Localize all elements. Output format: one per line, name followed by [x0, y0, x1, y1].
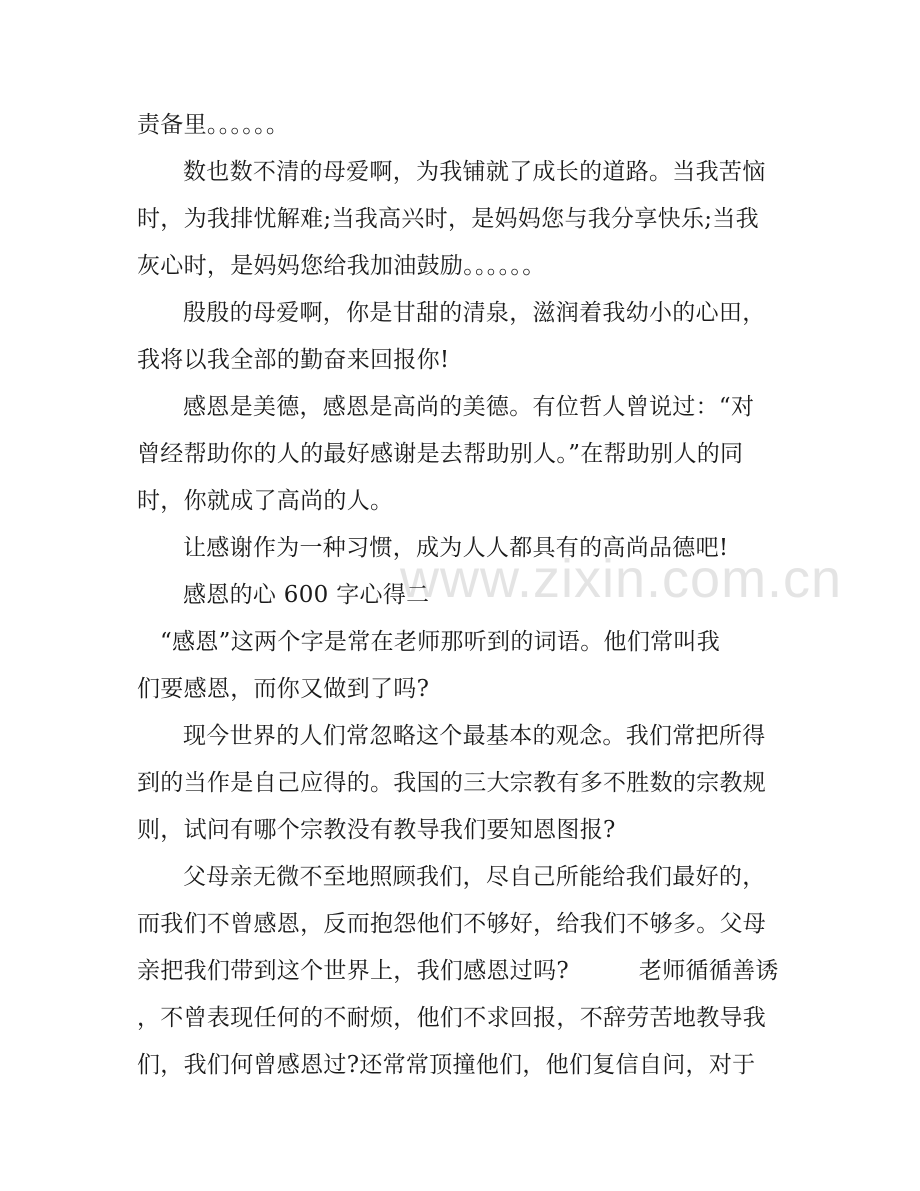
text-line: 而我们不曾感恩，反而抱怨他们不够好，给我们不够多。父母	[137, 911, 767, 937]
text-line: 时，你就成了高尚的人。	[137, 488, 394, 514]
text-line: 到的当作是自己应得的。我国的三大宗教有多不胜数的宗教规	[137, 770, 767, 796]
paragraph-first-line: 现今世界的人们常忽略这个最基本的观念。我们常把所得	[183, 723, 766, 749]
text-line: 责备里。。。。。。	[137, 112, 290, 138]
paragraph-first-line: 让感谢作为一种习惯，成为人人都具有的高尚品德吧!	[183, 535, 729, 561]
text-line: 们要感恩，而你又做到了吗?	[137, 676, 430, 702]
paragraph-first-line: 数也数不清的母爱啊，为我铺就了成长的道路。当我苦恼	[183, 159, 766, 185]
text-line: 亲把我们带到这个世界上，我们感恩过吗? 老师循循善诱	[137, 958, 779, 984]
watermark: www.zixin.com.cn	[400, 549, 843, 609]
text-line: 曾经帮助你的人的最好感谢是去帮助别人。”在帮助别人的同	[137, 441, 744, 467]
text-line: ，不曾表现任何的不耐烦，他们不求回报，不辞劳苦地教导我	[137, 1005, 767, 1031]
section-heading: 感恩的心 600 字心得二	[183, 582, 430, 608]
paragraph-first-line: “感恩”这两个字是常在老师那听到的词语。他们常叫我	[160, 629, 721, 655]
paragraph-first-line: 殷殷的母爱啊，你是甘甜的清泉，滋润着我幼小的心田，	[183, 300, 766, 326]
text-line: 时，为我排忧解难;当我高兴时，是妈妈您与我分享快乐;当我	[137, 206, 759, 232]
text-line: 则，试问有哪个宗教没有教导我们要知恩图报?	[137, 817, 616, 843]
paragraph-first-line: 父母亲无微不至地照顾我们，尽自己所能给我们最好的，	[183, 864, 766, 890]
text-line: 们，我们何曾感恩过?还常常顶撞他们，他们复信自问，对于	[137, 1052, 756, 1078]
text-line: 我将以我全部的勤奋来回报你!	[137, 347, 450, 373]
text-line: 灰心时，是妈妈您给我加油鼓励。。。。。。	[137, 253, 546, 279]
paragraph-first-line: 感恩是美德，感恩是高尚的美德。有位哲人曾说过：“对	[183, 394, 755, 420]
